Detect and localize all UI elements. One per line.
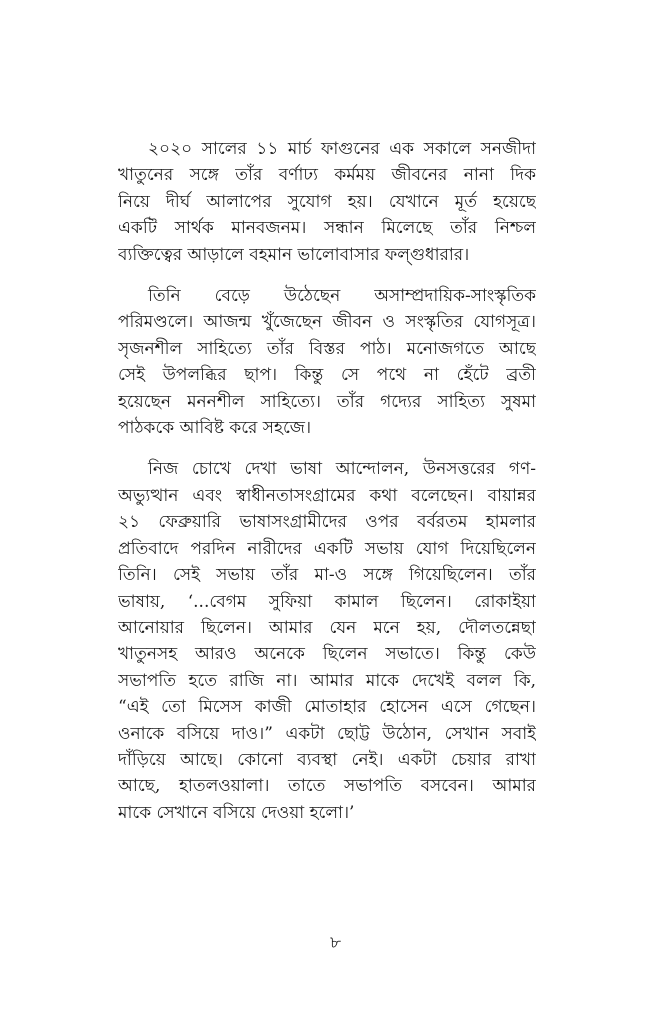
- text-line: ২০২০ সালের ১১ মার্চ ফাগুনের এক সকালে সনজীদা: [148, 139, 536, 159]
- paragraph-3: [118, 456, 536, 826]
- paragraph-2: [118, 283, 536, 441]
- text-line: আছে, হাতলওয়ালা। তাতে সভাপতি বসবেন। আমার: [118, 776, 536, 797]
- text-line: “এই তো মিসেস কাজী মোতাহার হোসেন এসে গেছেন।: [118, 697, 536, 718]
- text-line: ভাষায়, ‘...বেগম সুফিয়া কামাল ছিলেন। রোকাইয়া: [118, 591, 536, 612]
- text-line: দাঁড়িয়ে আছে। কোনো ব্যবস্থা নেই। একটা চেয়ার রাখা: [118, 749, 536, 770]
- paragraph-1: [118, 136, 536, 268]
- text-line: ওনাকে বসিয়ে দাও।” একটা ছোট্ট উঠোন, সেখান সবাই: [118, 723, 536, 744]
- text-line: নিয়ে দীর্ঘ আলাপের সুযোগ হয়। যেখানে মূর্ত হয়েছে: [118, 191, 536, 212]
- text-line: সেই উপলব্ধির ছাপ। কিন্তু সে পথে না হেঁটে ব্রতী: [118, 365, 536, 386]
- body-text: [118, 136, 536, 841]
- text-line: আনোয়ার ছিলেন। আমার যেন মনে হয়, দৌলতন্নেছা: [118, 617, 536, 638]
- text-line: একটি সার্থক মানবজনম। সন্ধান মিলেছে তাঁর নিশ্চল: [118, 218, 536, 239]
- text-line: খাতুনসহ আরও অনেকে ছিলেন সভাতে। কিন্তু কেউ: [118, 644, 536, 665]
- text-line: ২১ ফেব্রুয়ারি ভাষাসংগ্রামীদের ওপর বর্বরতম হামলার: [118, 512, 536, 533]
- text-line: প্রতিবাদে পরদিন নারীদের একটি সভায় যোগ দিয়েছিলেন: [118, 538, 536, 559]
- text-line: খাতুনের সঙ্গে তাঁর বর্ণাঢ্য কর্মময় জীবনের নানা দিক: [118, 165, 536, 186]
- text-line: পরিমণ্ডলে। আজন্ম খুঁজেছেন জীবন ও সংস্কৃতির যোগসূত্র।: [118, 312, 536, 333]
- text-line: হয়েছেন মননশীল সাহিত্যে। তাঁর গদ্যের সাহিত্য সুষমা: [118, 391, 536, 412]
- text-line: ব্যক্তিত্বের আড়ালে বহমান ভালোবাসার ফল্গুধারার।: [118, 244, 470, 265]
- page-number: ৮: [329, 933, 342, 953]
- text-line: মাকে সেখানে বসিয়ে দেওয়া হলো।’: [118, 802, 355, 823]
- text-line: নিজ চোখে দেখা ভাষা আন্দোলন, উনসত্তরের গণ-: [148, 459, 536, 480]
- text-line: অভ্যুত্থান এবং স্বাধীনতাসংগ্রামের কথা বলেছেন। বায়ান্নর: [118, 485, 536, 506]
- text-line: সৃজনশীল সাহিত্যে তাঁর বিস্তর পাঠ। মনোজগতে আছে: [118, 338, 536, 359]
- text-line: পাঠককে আবিষ্ট করে সহজে।: [118, 418, 312, 439]
- text-line: তিনি। সেই সভায় তাঁর মা-ও সঙ্গে গিয়েছিলেন। তাঁর: [118, 565, 536, 586]
- text-line: তিনি বেড়ে উঠেছেন অসাম্প্রদায়িক-সাংস্কৃতিক: [148, 286, 536, 307]
- text-line: সভাপতি হতে রাজি না। আমার মাকে দেখেই বলল কি,: [118, 670, 536, 691]
